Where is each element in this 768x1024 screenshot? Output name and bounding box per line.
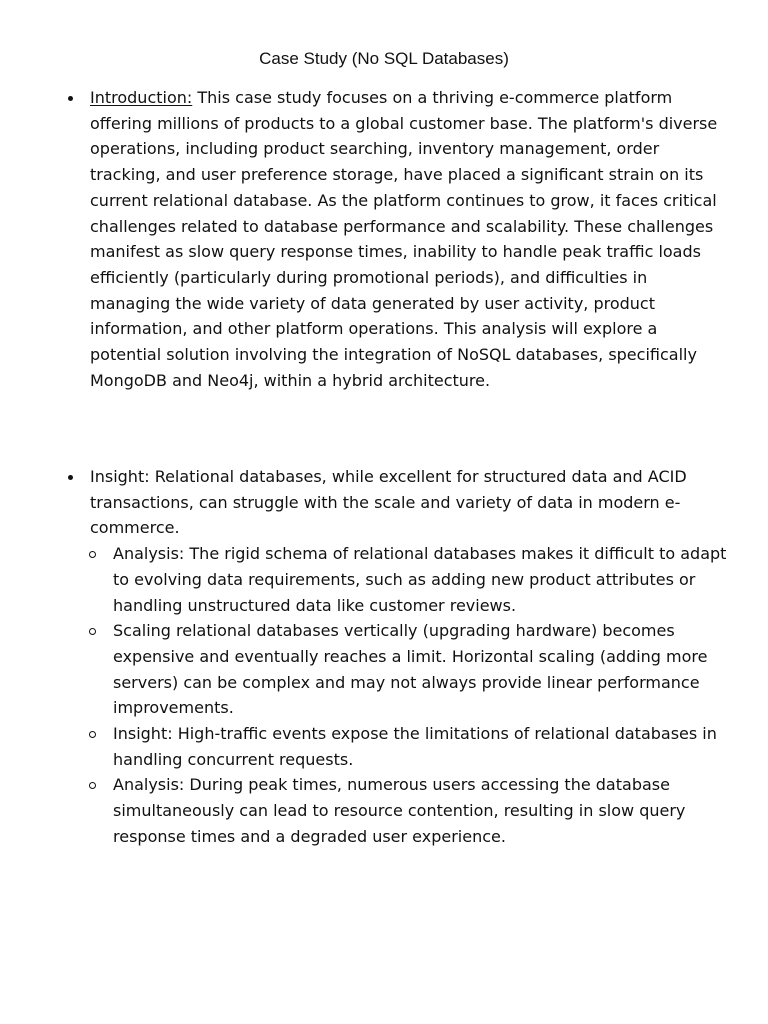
sub-item-text: Analysis: The rigid schema of relational databases makes it difficult to adapt to evolving data requirements, such as adding new product attributes or handling unstructured data like customer reviews. <box>113 544 727 615</box>
sub-list-item <box>113 541 730 618</box>
insight-text: Insight: Relational databases, while excellent for structured data and ACID transactions, can struggle with the scale and variety of data in modern e-commerce. <box>90 467 687 538</box>
intro-bullet <box>90 85 730 393</box>
sub-list-item <box>113 772 730 849</box>
sub-item-text: Insight: High-traffic events expose the limitations of relational databases in handling concurrent requests. <box>113 724 717 769</box>
intro-text: This case study focuses on a thriving e-commerce platform offering millions of products to a global customer base. The platform's diverse operations, including product searching, inventory management, order tracking, and user preference storage, have placed a significant strain on its current relational database. As the platform continues to grow, it faces critical challenges related to database performance and scalability. These challenges manifest as slow query response times, inability to handle peak traffic loads efficiently (particularly during promotional periods), and difficulties in managing the wide variety of data generated by user activity, product information, and other platform operations. This analysis will explore a potential solution involving the integration of NoSQL databases, specifically MongoDB and Neo4j, within a hybrid architecture. <box>90 88 718 390</box>
sub-list-item <box>113 721 730 772</box>
intro-paragraph <box>90 85 730 393</box>
insight-sub-list <box>113 541 730 849</box>
sub-item-text: Analysis: During peak times, numerous users accessing the database simultaneously can lead to resource contention, resulting in slow query response times and a degraded user experience. <box>113 775 686 846</box>
sub-item-text: Scaling relational databases vertically (upgrading hardware) becomes expensive and eventually reaches a limit. Horizontal scaling (adding more servers) can be complex and may not always provide linear performance improvements. <box>113 621 708 718</box>
intro-heading: Introduction: <box>90 88 193 107</box>
bullet-dot-icon <box>68 96 73 101</box>
circle-bullet-icon <box>89 628 96 635</box>
circle-bullet-icon <box>89 731 96 738</box>
sub-list-item <box>113 618 730 721</box>
bullet-dot-icon <box>68 475 73 480</box>
insight-bullet <box>90 464 730 850</box>
circle-bullet-icon <box>89 551 96 558</box>
circle-bullet-icon <box>89 782 96 789</box>
document-title: Case Study (No SQL Databases) <box>259 49 509 68</box>
